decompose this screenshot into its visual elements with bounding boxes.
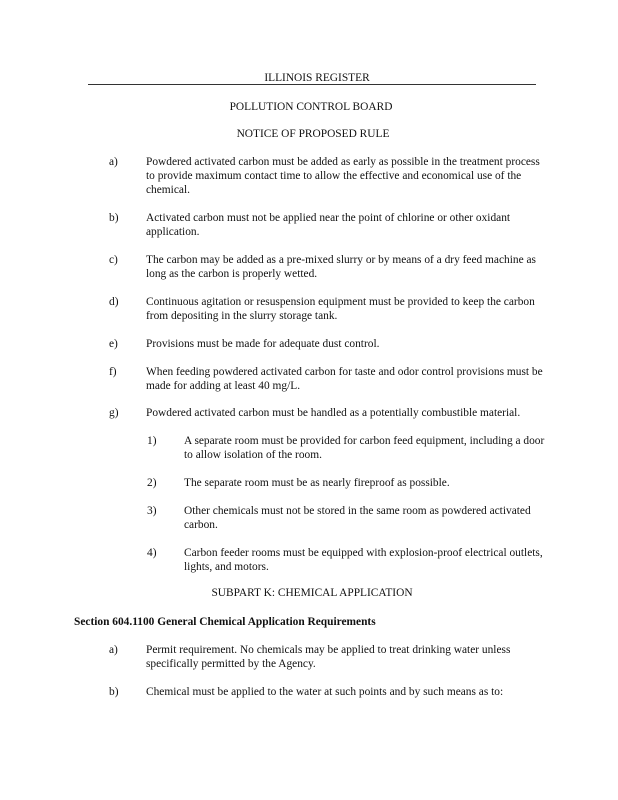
item-text: Powdered activated carbon must be added as early as possible in the treatment process to provide maximum contact time to allow the effective and economical use of the chemical. xyxy=(146,156,540,196)
header-rule xyxy=(88,84,536,85)
subitem-label: 4) xyxy=(147,547,157,559)
item-text: Activated carbon must not be applied near the point of chlorine or other oxidant application. xyxy=(146,212,511,238)
subitem-text: The separate room must be as nearly fireproof as possible. xyxy=(184,477,450,489)
subitem-label: 1) xyxy=(147,435,157,447)
item-label: b) xyxy=(109,686,119,698)
subitem-label: 3) xyxy=(147,505,157,517)
subpart-heading: SUBPART K: CHEMICAL APPLICATION xyxy=(211,587,413,599)
item-label: b) xyxy=(109,212,119,224)
subitem-text: Carbon feeder rooms must be equipped with explosion-proof electrical outlets, lights, and motors. xyxy=(184,547,543,573)
item-text: Permit requirement. No chemicals may be applied to treat drinking water unless specifically permitted by the Agency. xyxy=(146,644,511,670)
item-label: a) xyxy=(109,156,118,168)
item-label: g) xyxy=(109,407,119,419)
item-label: e) xyxy=(109,338,118,350)
item-text: Chemical must be applied to the water at such points and by such means as to: xyxy=(146,686,504,698)
subitem-text: A separate room must be provided for carbon feed equipment, including a door to allow isolation of the room. xyxy=(184,435,545,461)
item-text: When feeding powdered activated carbon for taste and odor control provisions must be made for adding at least 40 mg/L. xyxy=(146,366,543,392)
section-heading: Section 604.1100 General Chemical Application Requirements xyxy=(74,616,376,628)
item-text: The carbon may be added as a pre-mixed slurry or by means of a dry feed machine as long as the carbon is properly wetted. xyxy=(146,254,536,280)
item-label: d) xyxy=(109,296,119,308)
register-title: ILLINOIS REGISTER xyxy=(264,72,370,84)
item-text: Continuous agitation or resuspension equipment must be provided to keep the carbon from depositing in the slurry storage tank. xyxy=(146,296,535,322)
board-name: POLLUTION CONTROL BOARD xyxy=(229,101,393,113)
notice-title: NOTICE OF PROPOSED RULE xyxy=(236,128,390,140)
item-label: f) xyxy=(109,366,117,378)
subitem-label: 2) xyxy=(147,477,157,489)
item-label: c) xyxy=(109,254,118,266)
item-label: a) xyxy=(109,644,118,656)
subitem-text: Other chemicals must not be stored in the same room as powdered activated carbon. xyxy=(184,505,531,531)
item-text: Provisions must be made for adequate dust control. xyxy=(146,338,380,350)
item-text: Powdered activated carbon must be handled as a potentially combustible material. xyxy=(146,407,521,419)
